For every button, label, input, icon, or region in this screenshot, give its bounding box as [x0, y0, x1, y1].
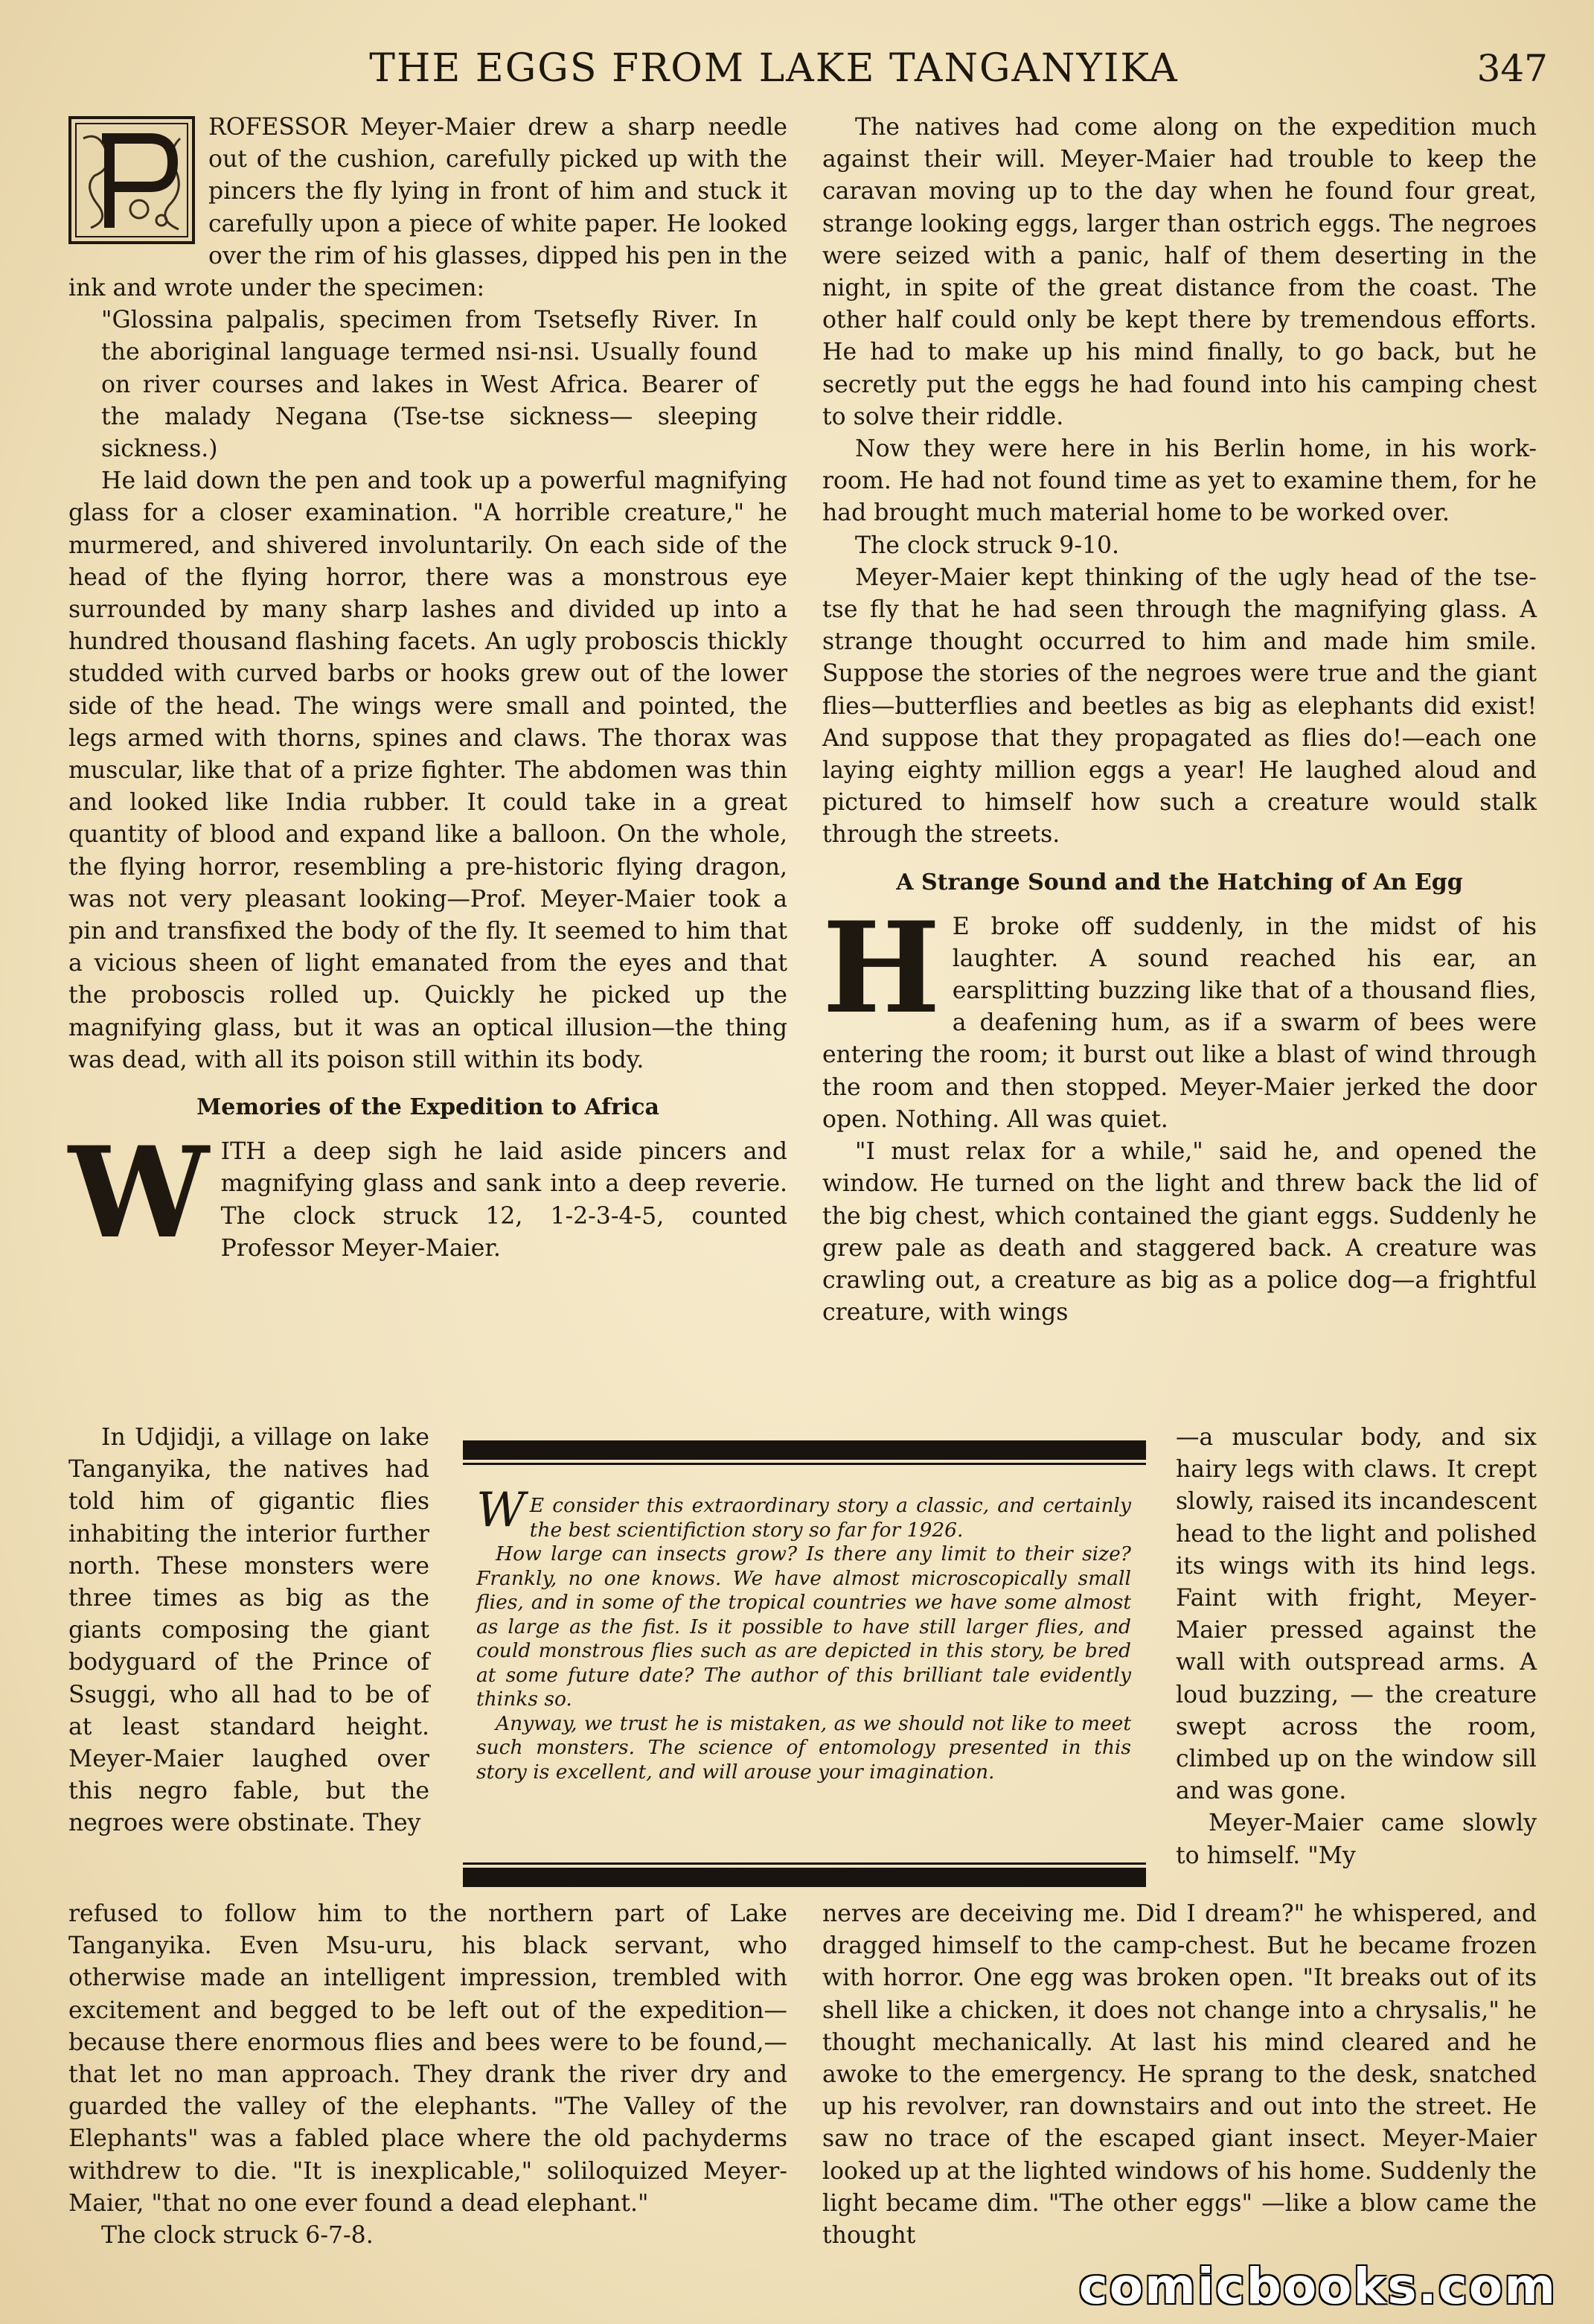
right-column-top	[822, 112, 1537, 1329]
paragraph-udjidji: In Udjidji, a village on lake Tanganyika, the natives had told him of gigantic flies inhabiting the interior further north. These monsters were three times as big as the giants composing the giant bodyguard of the Prince of Ssuggi, who all had to be of at least standard height. Meyer-Maier laughed over this negro fable, but the negroes were obstinate. They	[68, 1424, 429, 1837]
paragraph-opening: ROFESSOR Meyer-Maier drew a sharp needle out of the cushion, carefully picked up with the pincers the fly lying in front of him and stuck it carefully upon a piece of white paper. He looked over the rim of his glasses, dipped his pen in the ink and wrote under the specimen:	[68, 114, 787, 302]
editorial-paragraph-2: How large can insects grow? Is there any limit to their size? Frankly, no one knows. We have almost microscopically small flies, and in some of the tropical countries we have some almost as large as the fist. Is it possible to have still larger flies, and could monstrous flies such as are depicted in this story, be bred at some future date? The author of this brilliant tale evidently thinks so.	[476, 1542, 1131, 1711]
paragraph-natives: The natives had come along on the expedition much against their will. Meyer-Maier had trouble to keep the caravan moving up to the day when he found four great, strange looking eggs, larger than ostrich eggs. The negroes were seized with a panic, half of them deserting in the night, in spite of the great distance from the coast. The other half could only be kept there by tremendous efforts. He had to make up his mind finally, to go back, but he secretly put the eggs he had found into his camping chest to solve their riddle.	[822, 114, 1537, 430]
ornate-drop-cap-p-icon	[68, 116, 195, 244]
running-title: THE EGGS FROM LAKE TANGANYIKA	[369, 46, 1179, 91]
paragraph-relax: "I must relax for a while," said he, and opened the window. He turned on the light and threw back the lid of the big chest, which contained the giant eggs. Suddenly he grew pale as death and staggered back. A creature was crawling out, a creature as big as a police dog—a frightful creature, with wings	[822, 1138, 1537, 1327]
editorial-paragraph-1-text: E consider this extraordinary story a classic, and certainly the best scientifiction story so far for 1926.	[529, 1494, 1131, 1542]
paragraph-clock-6-7-8: The clock struck 6-7-8.	[101, 2222, 374, 2250]
drop-cap-h: H	[822, 893, 941, 1041]
editorial-top-rule	[463, 1440, 1146, 1460]
paragraph-deep-sigh-text: ITH a deep sigh he laid aside pincers and magnifying glass and sank into a deep reverie. The clock struck 12, 1-2-3-4-5, counted Professor Meyer-Maier.	[220, 1138, 787, 1262]
paragraph-broke-off	[822, 893, 1537, 1136]
right-column-bottom	[822, 1898, 1537, 2252]
left-column-narrow	[68, 1422, 429, 1840]
right-column-narrow	[1176, 1422, 1537, 1872]
paragraph-deep-sigh	[68, 1119, 787, 1267]
left-column-bottom	[68, 1898, 787, 2252]
section-heading-strange-sound: A Strange Sound and the Hatching of An Egg	[896, 869, 1463, 896]
editorial-note-box	[463, 1440, 1146, 1887]
paragraph-broke-off-text: E broke off suddenly, in the midst of his laughter. A sound reached his ear, an earsplitting buzzing like that of a thousand flies, a deafening hum, as if a swarm of bees were entering the room; it burst out like a blast of wind through the room and then stopped. Meyer-Maier jerked the door open. Nothing. All was quiet.	[822, 913, 1537, 1133]
editorial-drop-cap-w: W	[476, 1483, 525, 1538]
editorial-paragraph-1	[476, 1483, 1131, 1542]
specimen-note: "Glossina palpalis, specimen from Tsetsefly River. In the aboriginal language termed nsi-nsi. Usually found on river courses and lakes in West Africa. Bearer of the malady Negana (Tse-tse sickness— sleeping sickness.)	[101, 307, 758, 463]
page-number: 347	[1476, 47, 1548, 90]
paragraph-refused: refused to follow him to the northern part of Lake Tanganyika. Even Msu-uru, his black servant, who otherwise made an intelligent impression, trembled with excitement and begged to be left out of the expedition—because there enormous flies and bees were to be found,—that let no man approach. They drank the river dry and guarded the valley of the elephants. "The Valley of the Elephants" was a fabled place where the old pachyderms withdrew to die. "It is inexplicable," soliloquized Meyer-Maier, "that no one ever found a dead elephant."	[68, 1900, 787, 2217]
paragraph-came-to-himself: Meyer-Maier came slowly to himself. "My	[1176, 1810, 1537, 1869]
section-heading-memories: Memories of the Expedition to Africa	[196, 1094, 659, 1121]
paragraph-berlin-home: Now they were here in his Berlin home, in his work-room. He had not found time as yet to examine them, for he had brought much material home to be worked over.	[822, 435, 1537, 527]
editorial-bottom-rule	[463, 1868, 1146, 1887]
site-watermark: comicbooks.com	[1078, 2258, 1557, 2315]
paragraph-muscular-body: —a muscular body, and six hairy legs with claws. It crept slowly, raised its incandescent head to the light and polished its wings with its hind legs. Faint with fright, Meyer-Maier pressed against the wall with outspread arms. A loud buzzing, — the creature swept across the room, climbed up on the window sill and was gone.	[1176, 1424, 1537, 1805]
left-column-top	[68, 112, 787, 1265]
drop-cap-w: W	[68, 1119, 209, 1267]
paragraph-strange-thought: Meyer-Maier kept thinking of the ugly head of the tse-tse fly that he had seen through the magnifying glass. A strange thought occurred to him and made him smile. Suppose the stories of the negroes were true and the giant flies—butterflies and beetles as big as elephants did exist! And suppose that they propagated as flies do!—each one laying eighty million eggs a year! He laughed aloud and pictured to himself how such a creature would stalk through the streets.	[822, 564, 1537, 849]
paragraph-clock-9-10: The clock struck 9-10.	[855, 531, 1120, 559]
editorial-text	[476, 1483, 1131, 1784]
paragraph-magnifying-glass: He laid down the pen and took up a powerful magnifying glass for a closer examination. "A horrible creature," he murmered, and shivered involuntarily. On each side of the head of the flying horror, there was a monstrous eye surrounded by many sharp lashes and divided up into a hundred thousand flashing facets. An ugly proboscis thickly studded with curved barbs or hooks grew out of the lower side of the head. The wings were small and pointed, the legs armed with thorns, spines and claws. The thorax was muscular, like that of a prize fighter. The abdomen was thin and looked like India rubber. It could take in a great quantity of blood and expand like a balloon. On the whole, the flying horror, resembling a pre-historic flying dragon, was not very pleasant looking—Prof. Meyer-Maier took a pin and transfixed the body of the fly. It seemed to him that a vicious sheen of light emanated from the eyes and that the proboscis rolled up. Quickly he picked up the magnifying glass, but it was an optical illusion—the thing was dead, with all its poison still within its body.	[68, 467, 787, 1073]
editorial-paragraph-3: Anyway, we trust he is mistaken, as we should not like to meet such monsters. The science of entomology presented in this story is excellent, and will arouse your imagination.	[476, 1711, 1131, 1784]
paragraph-nerves: nerves are deceiving me. Did I dream?" he whispered, and dragged himself to the camp-chest. But he became frozen with horror. One egg was broken open. "It breaks out of its shell like a chicken, it does not change into a chrysalis," he thought mechanically. At last his mind cleared and he awoke to the emergency. He sprang to the desk, snatched up his revolver, ran downstairs and out into the street. He saw no trace of the escaped giant insect. Meyer-Maier looked up at the lighted windows of his home. Suddenly the light became dim. "The other eggs" —like a blow came the thought	[822, 1900, 1537, 2250]
